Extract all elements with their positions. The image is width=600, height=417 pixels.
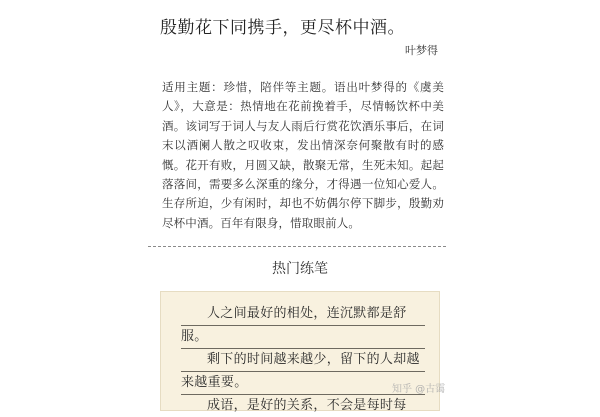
section-title-hot-practice[interactable]: 热门练笔 — [272, 261, 328, 277]
practice-paragraph: 成语，是好的关系，不会是每时每 — [207, 398, 407, 413]
zhihu-watermark: 知乎 @古霭 — [392, 384, 446, 395]
practice-text — [181, 302, 425, 417]
poem-author: 叶梦得 — [405, 44, 438, 57]
section-divider — [148, 246, 446, 247]
poem-commentary: 适用主题：珍惜，陪伴等主题。语出叶梦得的《虞美人》，大意是：热情地在花前挽着手，尽情畅饮杯中美酒。该词写于词人与友人雨后行赏花饮酒乐事后，在词末以酒阑人散之叹收束，发出情深奈何聚散有时的感慨。花开有败，月圆又缺，散聚无常，生死未知。起起落落间，需要多么深重的缘分，才得遇一位知心爱人。生存所迫，少有闲时，却也不妨偶尔停下脚步，殷勤劝尽杯中酒。百年有限身，惜取眼前人。 — [162, 80, 444, 230]
practice-paragraph: 剩下的时间越来越少，留下的人却越来越重要。 — [181, 352, 420, 390]
poem-quote: 殷勤花下同携手，更尽杯中酒。 — [160, 18, 405, 38]
practice-paragraph: 人之间最好的相处，连沉默都是舒服。 — [181, 306, 407, 344]
